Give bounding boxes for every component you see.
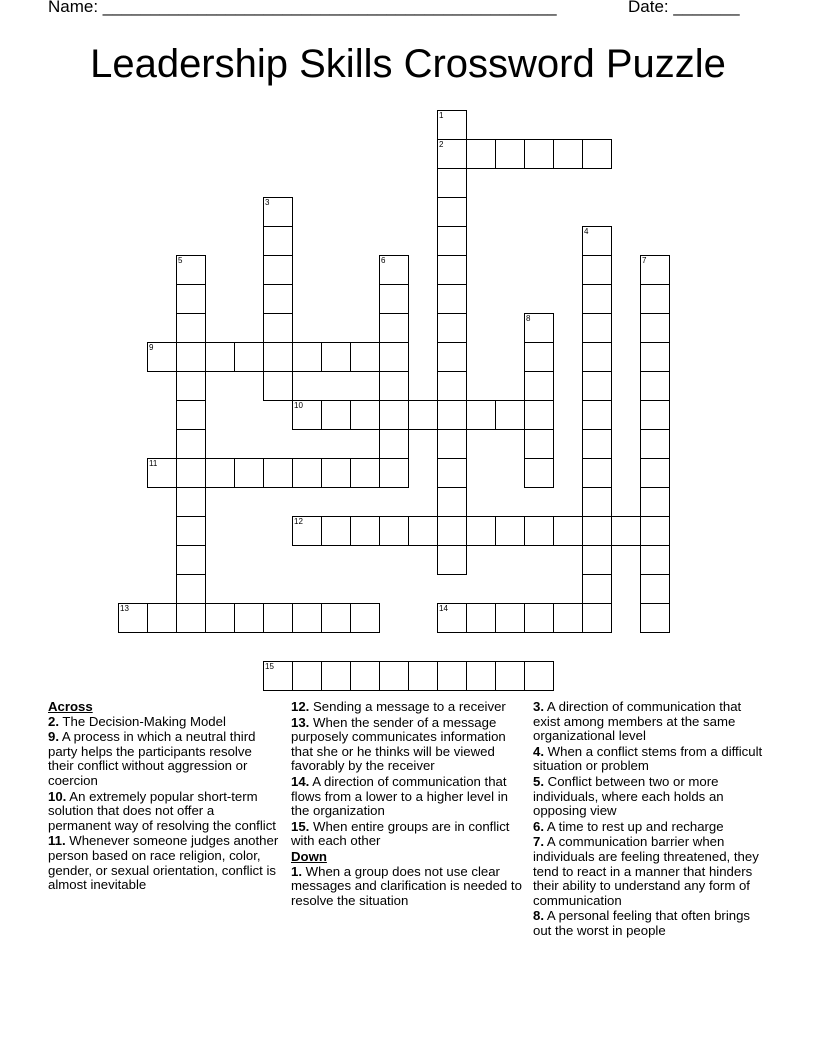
crossword-cell[interactable] (582, 284, 612, 314)
crossword-cell[interactable] (408, 516, 438, 546)
across-clue (48, 834, 280, 892)
crossword-cell[interactable] (234, 342, 264, 372)
crossword-cell[interactable] (524, 342, 554, 372)
clue-text: When the sender of a message purposely communicates information that she or he thinks will be viewed favorably by the receiver (291, 714, 506, 774)
crossword-cell[interactable] (205, 342, 235, 372)
crossword-cell[interactable] (437, 168, 467, 198)
crossword-cell[interactable] (582, 545, 612, 575)
crossword-cell[interactable] (437, 516, 467, 546)
crossword-cell[interactable] (321, 458, 351, 488)
crossword-cell[interactable] (582, 313, 612, 343)
crossword-cell[interactable] (437, 284, 467, 314)
clues-column-3 (533, 700, 765, 940)
crossword-cell[interactable] (466, 139, 496, 169)
crossword-cell[interactable] (582, 255, 612, 285)
crossword-cell[interactable] (321, 603, 351, 633)
crossword-cell[interactable] (350, 400, 380, 430)
crossword-cell[interactable] (205, 458, 235, 488)
clue-label-number: 8. (533, 908, 544, 924)
crossword-cell[interactable] (321, 661, 351, 691)
crossword-cell[interactable] (263, 313, 293, 343)
crossword-cell[interactable] (234, 458, 264, 488)
across-clue (48, 790, 280, 834)
down-clue (533, 820, 765, 835)
clue-label-number: 4. (533, 743, 544, 759)
clue-text: Sending a message to a receiver (309, 699, 506, 714)
clue-text: A time to rest up and recharge (544, 818, 724, 834)
crossword-cell[interactable] (524, 516, 554, 546)
crossword-cell[interactable] (466, 400, 496, 430)
crossword-cell[interactable] (263, 284, 293, 314)
clue-number: 2 (439, 140, 444, 149)
clues-column-2 (291, 700, 525, 909)
crossword-cell[interactable] (640, 458, 670, 488)
clue-number: 15 (265, 662, 274, 671)
crossword-cell[interactable] (640, 400, 670, 430)
clue-number: 11 (149, 459, 158, 468)
clue-label-number: 3. (533, 699, 544, 714)
crossword-cell[interactable] (582, 516, 612, 546)
crossword-cell[interactable] (379, 313, 409, 343)
crossword-cell[interactable] (292, 516, 322, 546)
crossword-cell[interactable] (437, 429, 467, 459)
clue-label-number: 10. (48, 788, 67, 804)
down-heading: Down (291, 848, 327, 864)
crossword-cell[interactable] (263, 661, 293, 691)
crossword-cell[interactable] (321, 342, 351, 372)
crossword-cell[interactable] (176, 603, 206, 633)
crossword-cell[interactable] (640, 284, 670, 314)
clue-text: A direction of communication that flows from a lower to a higher level in the organization (291, 773, 508, 819)
clue-text: A process in which a neutral third party helps the participants resolve their conflict without aggression or coercion (48, 729, 256, 788)
crossword-cell[interactable] (582, 574, 612, 604)
crossword-cell[interactable] (524, 661, 554, 691)
crossword-cell[interactable] (263, 603, 293, 633)
crossword-cell[interactable] (640, 342, 670, 372)
clue-text: When entire groups are in conflict with each other (291, 818, 510, 849)
crossword-cell[interactable] (292, 342, 322, 372)
crossword-cell[interactable] (147, 342, 177, 372)
crossword-cell[interactable] (466, 661, 496, 691)
crossword-cell[interactable] (147, 603, 177, 633)
crossword-cell[interactable] (495, 516, 525, 546)
clue-number: 5 (178, 256, 183, 265)
crossword-cell[interactable] (176, 574, 206, 604)
across-clue (291, 716, 525, 774)
crossword-cell[interactable] (524, 139, 554, 169)
clue-number: 14 (439, 604, 448, 613)
crossword-cell[interactable] (466, 603, 496, 633)
crossword-cell[interactable] (263, 197, 293, 227)
crossword-cell[interactable] (350, 342, 380, 372)
crossword-cell[interactable] (582, 487, 612, 517)
crossword-cell[interactable] (234, 603, 264, 633)
crossword-cell[interactable] (379, 400, 409, 430)
crossword-cell[interactable] (437, 661, 467, 691)
crossword-cell[interactable] (582, 400, 612, 430)
crossword-cell[interactable] (176, 545, 206, 575)
crossword-cell[interactable] (437, 197, 467, 227)
crossword-cell[interactable] (640, 516, 670, 546)
crossword-cell[interactable] (176, 255, 206, 285)
crossword-cell[interactable] (495, 661, 525, 691)
crossword-cell[interactable] (350, 661, 380, 691)
crossword-cell[interactable] (437, 371, 467, 401)
crossword-cell[interactable] (263, 226, 293, 256)
crossword-cell[interactable] (408, 661, 438, 691)
clue-number: 7 (642, 256, 647, 265)
crossword-cell[interactable] (321, 400, 351, 430)
crossword-cell[interactable] (350, 516, 380, 546)
down-clue (533, 909, 765, 938)
crossword-cell[interactable] (176, 313, 206, 343)
clue-number: 10 (294, 401, 303, 410)
crossword-cell[interactable] (437, 139, 467, 169)
crossword-cell[interactable] (437, 458, 467, 488)
clue-label-number: 13. (291, 714, 310, 730)
down-clue (533, 775, 765, 819)
crossword-cell[interactable] (205, 603, 235, 633)
crossword-cell[interactable] (379, 371, 409, 401)
crossword-cell[interactable] (582, 226, 612, 256)
clue-label-number: 15. (291, 818, 310, 834)
crossword-cell[interactable] (437, 545, 467, 575)
clue-text: Whenever someone judges another person based on race religion, color, gender, or sexual orientation, conflict is almost inevitable (48, 833, 279, 893)
crossword-cell[interactable] (350, 603, 380, 633)
crossword-cell[interactable] (640, 487, 670, 517)
clue-label-number: 9. (48, 729, 59, 745)
crossword-cell[interactable] (553, 516, 583, 546)
crossword-cell[interactable] (437, 255, 467, 285)
crossword-cell[interactable] (176, 516, 206, 546)
across-clue (48, 715, 280, 730)
crossword-cell[interactable] (379, 516, 409, 546)
crossword-cell[interactable] (582, 458, 612, 488)
crossword-cell[interactable] (640, 255, 670, 285)
crossword-cell[interactable] (379, 429, 409, 459)
crossword-cell[interactable] (350, 458, 380, 488)
crossword-cell[interactable] (379, 255, 409, 285)
crossword-cell[interactable] (582, 139, 612, 169)
clue-text: The Decision-Making Model (59, 713, 226, 729)
across-clue (48, 730, 280, 788)
crossword-cell[interactable] (495, 603, 525, 633)
crossword-cell[interactable] (582, 429, 612, 459)
clue-text: A direction of communication that exist among members at the same organizational level (533, 699, 742, 744)
crossword-cell[interactable] (640, 574, 670, 604)
crossword-cell[interactable] (176, 342, 206, 372)
crossword-cell[interactable] (640, 603, 670, 633)
down-clue (291, 865, 525, 909)
crossword-cell[interactable] (437, 400, 467, 430)
clue-number: 12 (294, 517, 303, 526)
crossword-cell[interactable] (437, 226, 467, 256)
clue-number: 3 (265, 198, 270, 207)
crossword-cell[interactable] (524, 313, 554, 343)
clue-text: When a conflict stems from a difficult situation or problem (533, 743, 763, 774)
down-clue (533, 835, 765, 908)
clues-column-1 (48, 700, 280, 894)
clue-text: A personal feeling that often brings out the worst in people (533, 908, 751, 938)
crossword-cell[interactable] (321, 516, 351, 546)
crossword-cell[interactable] (437, 487, 467, 517)
crossword-cell[interactable] (437, 603, 467, 633)
clue-label-number: 12. (291, 699, 310, 714)
crossword-cell[interactable] (379, 342, 409, 372)
crossword-cell[interactable] (176, 284, 206, 314)
crossword-cell[interactable] (379, 661, 409, 691)
across-clue (291, 775, 525, 819)
clue-number: 4 (584, 227, 589, 236)
crossword-cell[interactable] (553, 603, 583, 633)
crossword-cell[interactable] (524, 400, 554, 430)
clue-number: 8 (526, 314, 531, 323)
clue-label-number: 2. (48, 713, 59, 729)
crossword-cell[interactable] (524, 458, 554, 488)
crossword-cell[interactable] (292, 603, 322, 633)
across-heading: Across (48, 699, 93, 714)
crossword-cell[interactable] (437, 313, 467, 343)
clue-label-number: 6. (533, 818, 544, 834)
clue-label-number: 5. (533, 773, 544, 789)
crossword-cell[interactable] (263, 371, 293, 401)
down-clue (533, 745, 765, 774)
clue-number: 6 (381, 256, 386, 265)
clue-number: 9 (149, 343, 154, 352)
crossword-cell[interactable] (176, 458, 206, 488)
clue-number: 13 (120, 604, 129, 613)
crossword-cell[interactable] (582, 371, 612, 401)
crossword-cell[interactable] (379, 284, 409, 314)
crossword-cell[interactable] (495, 139, 525, 169)
across-clue (291, 700, 525, 715)
clue-label-number: 14. (291, 773, 310, 789)
crossword-cell[interactable] (437, 110, 467, 140)
crossword-cell[interactable] (147, 458, 177, 488)
crossword-cell[interactable] (379, 458, 409, 488)
crossword-cell[interactable] (582, 342, 612, 372)
crossword-cell[interactable] (524, 371, 554, 401)
crossword-cell[interactable] (292, 458, 322, 488)
crossword-cell[interactable] (640, 313, 670, 343)
date-field-label: Date: _______ (628, 0, 740, 16)
clue-text: When a group does not use clear messages and clarification is needed to resolve the situation (291, 863, 522, 908)
crossword-cell[interactable] (176, 487, 206, 517)
crossword-cell[interactable] (118, 603, 148, 633)
clue-label-number: 1. (291, 863, 302, 879)
crossword-cell[interactable] (611, 516, 641, 546)
down-clue (533, 700, 765, 744)
crossword-cell[interactable] (176, 429, 206, 459)
crossword-cell[interactable] (553, 139, 583, 169)
crossword-cell[interactable] (263, 458, 293, 488)
clue-text: Conflict between two or more individuals, where each holds an opposing view (533, 773, 724, 819)
across-clue (291, 820, 525, 849)
clue-label-number: 11. (48, 833, 66, 849)
crossword-cell[interactable] (582, 603, 612, 633)
crossword-cell[interactable] (640, 545, 670, 575)
clue-number: 1 (439, 111, 444, 120)
name-field-label: Name: ________________________________________________ (48, 0, 557, 16)
crossword-cell[interactable] (640, 371, 670, 401)
page-title: Leadership Skills Crossword Puzzle (90, 42, 726, 86)
crossword-cell[interactable] (524, 603, 554, 633)
crossword-cell[interactable] (466, 516, 496, 546)
crossword-cell[interactable] (176, 400, 206, 430)
crossword-cell[interactable] (292, 661, 322, 691)
crossword-cell[interactable] (408, 400, 438, 430)
crossword-cell[interactable] (263, 255, 293, 285)
clue-text: An extremely popular short-term solution that does not offer a permanent way of resolving the conflict (48, 788, 276, 833)
crossword-cell[interactable] (495, 400, 525, 430)
crossword-cell[interactable] (640, 429, 670, 459)
clue-text: A communication barrier when individuals are feeling threatened, they tend to react in a manner that hinders their ability to understand any form of communication (533, 834, 759, 908)
crossword-cell[interactable] (437, 342, 467, 372)
crossword-cell[interactable] (292, 400, 322, 430)
clue-label-number: 7. (533, 834, 544, 850)
crossword-cell[interactable] (176, 371, 206, 401)
crossword-cell[interactable] (263, 342, 293, 372)
crossword-cell[interactable] (524, 429, 554, 459)
